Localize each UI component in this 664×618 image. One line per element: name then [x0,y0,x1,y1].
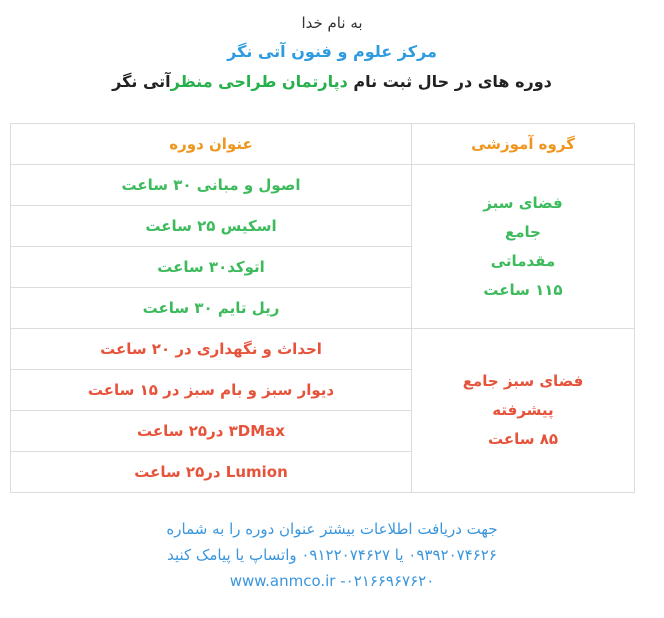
group-basic-line: فضای سبز [483,193,563,212]
header-basmala: به نام خدا [301,14,363,32]
group-basic-line: مقدماتی [490,251,556,270]
course-cell: اتوکد۳۰ ساعت [11,247,412,288]
group-advanced-line: فضای سبز جامع [462,372,584,390]
title-part-3: آتی نگر [112,72,171,91]
group-advanced-line: ۸۵ ساعت [487,430,559,448]
course-cell: ریل تایم ۳۰ ساعت [11,288,412,329]
group-basic-line: جامع [505,222,541,241]
group-basic [412,165,635,329]
course-cell: دیوار سبز و بام سبز در ۱۵ ساعت [11,370,412,411]
table-row [11,329,635,370]
table-header-row [11,124,635,165]
course-cell: ۳DMax در۲۵ ساعت [11,411,412,452]
title-part-1: دوره های در حال ثبت نام [347,72,552,91]
courses-table [10,123,635,493]
course-cell: Lumion در۲۵ ساعت [11,452,412,493]
group-basic-line: ۱۱۵ ساعت [483,280,563,299]
group-advanced-line: پیشرفته [492,401,554,419]
footer-info-line: جهت دریافت اطلاعات بیشتر عنوان دوره را به شماره [166,520,498,538]
institute-name: مرکز علوم و فنون آتی نگر [227,42,437,61]
table-row [11,165,635,206]
course-cell: احداث و نگهداری در ۲۰ ساعت [11,329,412,370]
group-advanced [412,329,635,493]
page-title [0,72,664,91]
course-cell: اصول و مبانی ۳۰ ساعت [11,165,412,206]
course-cell: اسکیس ۲۵ ساعت [11,206,412,247]
header-course: عنوان دوره [11,124,412,165]
title-department: دپارتمان طراحی منظر [170,72,348,91]
footer-website-line: www.anmco.ir -۰۲۱۶۶۹۶۷۶۲۰ [229,572,435,590]
footer-phone-line: ۰۹۳۹۲۰۷۴۶۲۶ یا ۰۹۱۲۲۰۷۴۶۲۷ واتساپ یا پیامک کنید [167,546,497,564]
header-group: گروه آموزشی [412,124,635,165]
